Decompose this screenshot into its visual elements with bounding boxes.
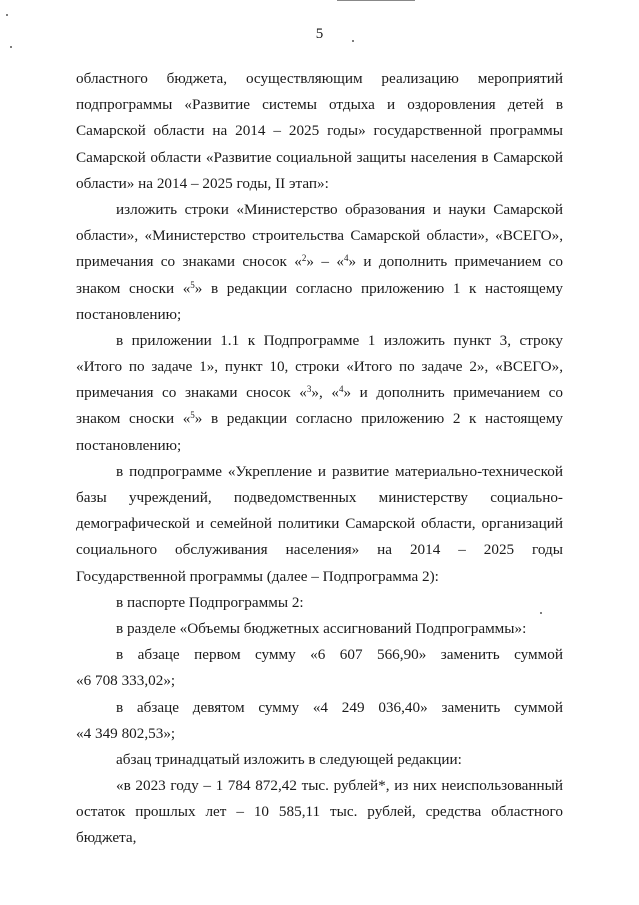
text-line: постановлению; <box>76 305 182 323</box>
text-line-with-footnotes: знаком сноски «$^5$» в редакции согласно приложению 2 к настоящему <box>76 410 563 428</box>
text-line: «4 349 802,53»; <box>76 724 176 742</box>
text-line: в паспорте Подпрограммы 2: <box>116 593 304 611</box>
scan-speck <box>6 14 8 16</box>
text-line: абзац тринадцатый изложить в следующей редакции: <box>116 750 462 768</box>
text-line: постановлению; <box>76 436 182 454</box>
text-line-with-footnotes: знаком сноски «$^5$» в редакции согласно приложению 1 к настоящему <box>76 279 563 297</box>
text-line: в подпрограмме «Укрепление и развитие материально-технической <box>116 462 563 480</box>
text-line-with-footnotes: примечания со знаками сносок «$^3$», «$^4$» и дополнить примечанием со <box>76 384 563 402</box>
text-line: Самарской области «Развитие социальной защиты населения в Самарской <box>76 148 563 166</box>
text-line: Самарской области на 2014 – 2025 годы» государственной программы <box>76 122 563 140</box>
text-line: Государственной программы (далее – Подпрограмма 2): <box>76 567 439 585</box>
page-number: 5 <box>315 26 324 42</box>
text-line: «Итого по задаче 1», пункт 10, строки «Итого по задаче 2», «ВСЕГО», <box>76 358 563 376</box>
text-line: остаток прошлых лет – 10 585,11 тыс. рублей, средства областного бюджета, <box>76 803 563 847</box>
text-line-with-footnotes: примечания со знаками сносок «$^2$» – «$^4$» и дополнить примечанием со <box>76 253 564 271</box>
text-line: в приложении 1.1 к Подпрограмме 1 изложить пункт 3, строку <box>116 331 563 349</box>
scan-speck <box>10 46 12 48</box>
text-line: подпрограммы «Развитие системы отдыха и оздоровления детей в <box>76 96 563 114</box>
text-line: области», «Министерство строительства Самарской области», «ВСЕГО», <box>76 227 563 245</box>
text-line: области» на 2014 – 2025 годы, II этап»: <box>76 174 329 192</box>
text-line: демографической и семейной политики Самарской области, организаций <box>76 515 563 533</box>
text-line: социального обслуживания населения» на 2014 – 2025 годы <box>76 541 563 559</box>
text-line: изложить строки «Министерство образования и науки Самарской <box>116 200 563 218</box>
text-line: в разделе «Объемы бюджетных ассигнований Подпрограммы»: <box>116 619 527 637</box>
text-line: в абзаце девятом сумму «4 249 036,40» заменить суммой <box>116 698 563 716</box>
text-line: базы учреждений, подведомственных министерству социально- <box>76 489 563 506</box>
document-body <box>76 66 564 847</box>
text-line: «6 708 333,02»; <box>76 672 176 690</box>
text-line: в абзаце первом сумму «6 607 566,90» заменить суммой <box>116 646 563 664</box>
text-line: областного бюджета, осуществляющим реализацию мероприятий <box>76 70 563 87</box>
text-line: «в 2023 году – 1 784 872,42 тыс. рублей*, из них неиспользованный <box>116 777 563 795</box>
top-edge-rule <box>337 0 415 1</box>
